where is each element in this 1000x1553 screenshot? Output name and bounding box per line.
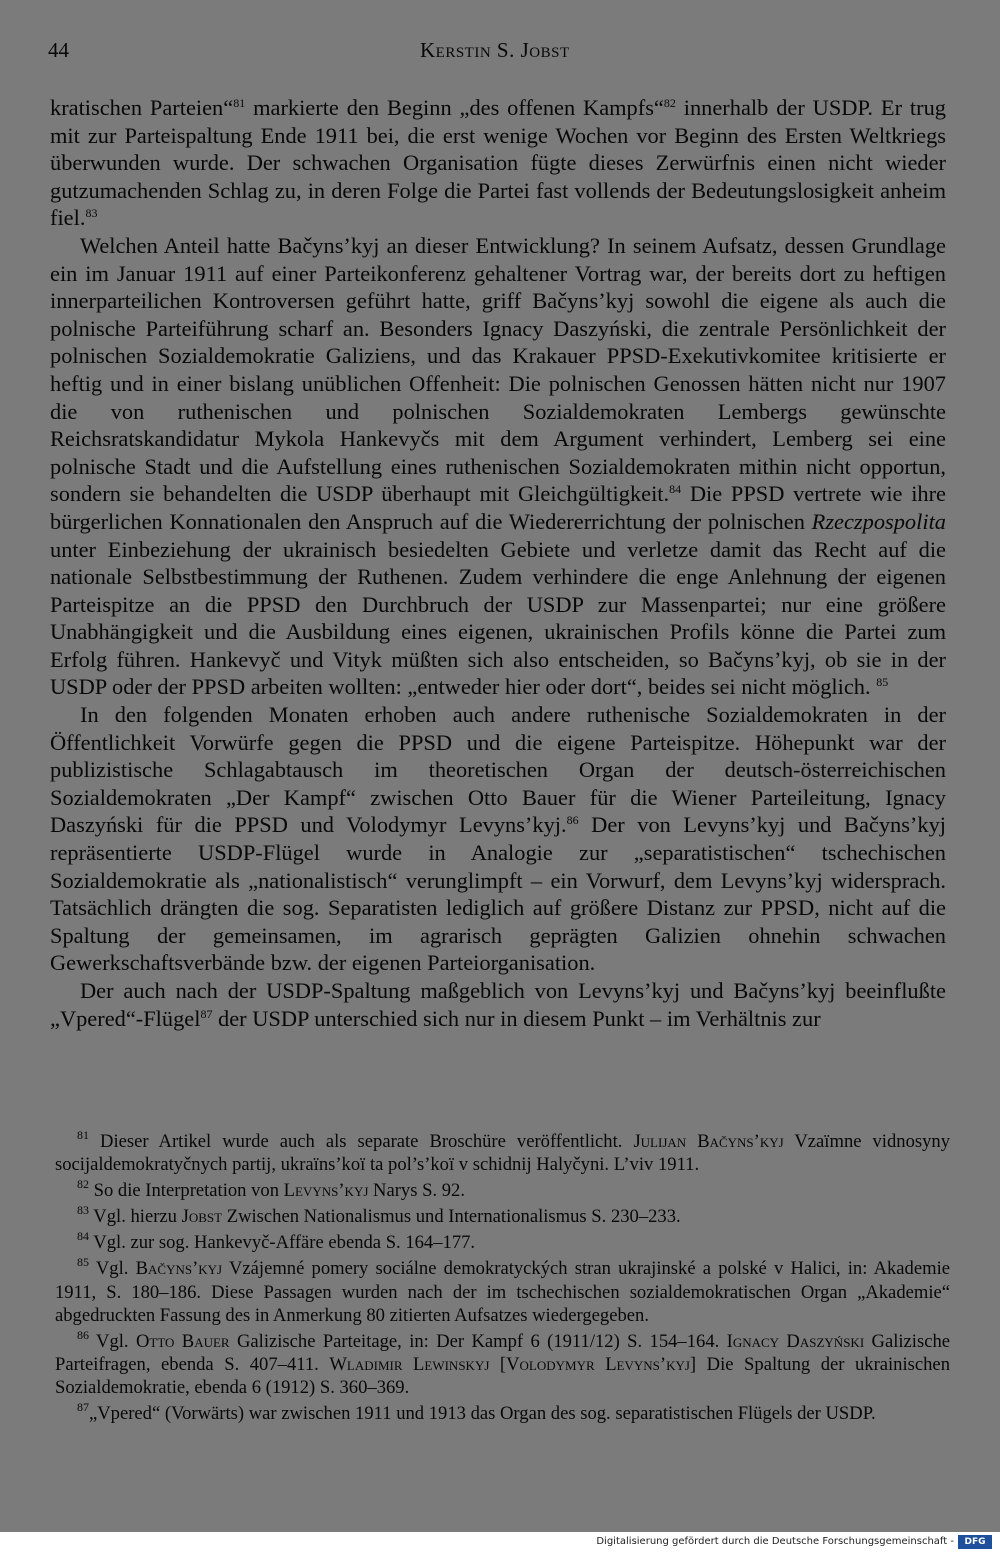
footnote-85: $^{85}$ Vgl. Bačyns’kyj Vzájemné pomery sociálne demokratyckých stran ukrajinské a polské v Halici, in: Akademie 1911, S. 180–186. Diese Passagen wurden nach der im tschechischen sozialdemokratischen Organ „Akademie“ abgedruckten Fassung des in Anmerkung 80 zitierten Aufsatzes wiedergegeben. <box>55 1255 950 1326</box>
paragraph-1: kratischen Parteien“$^{81}$ markierte den Beginn „des offenen Kampfs“$^{82}$ innerhalb der USDP. Er trug mit zur Parteispaltung Ende 1911 bei, die erst wenige Wochen vor Beginn des Ersten Weltkriegs überwunden wurde. Der schwachen Organisation fügte dieses Zerwürfnis einen nicht wieder gutzumachenden Schlag zu, in deren Folge die Partei fast vollends der Bedeutungslosigkeit anheim fiel.$^{83}$ <box>50 95 946 231</box>
footnote-ref-81[interactable]: 81 <box>233 96 246 110</box>
italic-term: Rzeczpospolita <box>811 508 946 534</box>
paragraph-3: In den folgenden Monaten erhoben auch andere ruthenische Sozialdemokraten in der Öffentlichkeit Vorwürfe gegen die PPSD und die eigene Parteispitze. Höhepunkt war der publizistische Schlagabtausch im theoretischen Organ der deutsch-österreichischen Sozialdemokraten „Der Kampf“ zwischen Otto Bauer für die Wiener Parteileitung, Ignacy Daszyński für die PPSD und Volodymyr Levyns’kyj.$^{86}$ Der von Levyns’kyj und Bačyns’kyj repräsentierte USDP-Flügel wurde in Analogie zur „separatistischen“ tschechischen Sozialdemokratie als „nationalistisch“ verunglimpft – ein Vorwurf, dem Levyns’kyj widersprach. Tatsächlich drängten die sog. Separatisten lediglich auf größere Distanz zur PPSD, nicht auf die Spaltung der gemeinsamen, im agrarisch geprägten Galizien ohnehin schwachen Gewerkschaftsverbände bzw. der eigenen Parteiorganisation. <box>50 702 946 976</box>
footnote-ref-85[interactable]: 85 <box>876 675 889 690</box>
paragraph-4: Der auch nach der USDP-Spaltung maßgeblich von Levyns’kyj und Bačyns’kyj beeinflußte „Vpered“-Flügel$^{87}$ der USDP unterschied sich nur in diesem Punkt – im Verhältnis zur <box>50 978 946 1031</box>
funding-credit: Digitalisierung gefördert durch die Deutsche Forschungsgemeinschaft - <box>596 1536 954 1547</box>
footnote-82: $^{82}$ So die Interpretation von Levyns’kyj Narys S. 92. <box>77 1177 465 1202</box>
footnote-ref-82[interactable]: 82 <box>663 96 676 110</box>
footnotes <box>55 1130 950 1428</box>
running-head: Kerstin S. Jobst <box>420 38 570 62</box>
footnote-81: $^{81}$ Dieser Artikel wurde auch als separate Broschüre veröffentlicht. Julijan Bačyns’kyj Vzaïmne vidnosyny socijaldemokratyčnych partij, ukraïns’koï ta pol’s’koï v schidnij Halyčyni. L’viv 1911. <box>55 1128 950 1176</box>
footnote-ref-83[interactable]: 83 <box>85 206 98 221</box>
body-text <box>50 94 946 1032</box>
page-number: 44 <box>48 38 69 62</box>
footnote-86: $^{86}$ Vgl. Otto Bauer Galizische Parteitage, in: Der Kampf 6 (1911/12) S. 154–164. Ignacy Daszyński Galizische Parteifragen, ebenda S. 407–411. Wladimir Lewinskyj [Volodymyr Levyns’kyj] Die Spaltung der ukrainischen Sozialdemokratie, ebenda 6 (1912) S. 360–369. <box>55 1327 951 1398</box>
footnote-ref-86[interactable]: 86 <box>566 813 579 828</box>
footnote-83: $^{83}$ Vgl. hierzu Jobst Zwischen Nationalismus und Internationalismus S. 230–233. <box>77 1203 681 1228</box>
footnote-ref-87[interactable]: 87 <box>200 1006 213 1021</box>
footnote-ref-84[interactable]: 84 <box>669 482 682 497</box>
paragraph-2: Welchen Anteil hatte Bačyns’kyj an dieser Entwicklung? In seinem Aufsatz, dessen Grundlage ein im Januar 1911 auf einer Parteikonferenz gehaltener Vortrag war, der bereits dort zu heftigen innerparteilichen Kontroversen geführt hatte, griff Bačyns’kyj sowohl die eigene als auch die polnische Parteiführung scharf an. Besonders Ignacy Daszyński, die zentrale Persönlichkeit der polnischen Sozialdemokratie Galiziens, und das Krakauer PPSD-Exekutivkomitee kritisierte er heftig und in einer bislang unüblichen Offenheit: Die polnischen Genossen hätten nicht nur 1907 die von ruthenischen und polnischen Sozialdemokraten Lembergs gewünschte Reichsratskandidatur Mykola Hankevyčs mit dem Argument verhindert, Lemberg sei eine polnische Stadt und die Aufstellung eines ruthenischen Sozialdemokraten mithin nicht opportun, sondern sie behandelten die USDP überhaupt mit Gleichgültigkeit.$^{84}$ Die PPSD vertrete wie ihre bürgerlichen Konnationalen den Anspruch auf die Wiedererrichtung der polnischen Rzeczpospolita unter Einbeziehung der ukrainisch besiedelten Gebiete und verletze damit das Recht auf die nationale Selbstbestimmung der Ruthenen. Zudem verhindere die enge Anlehnung der eigenen Parteispitze an die PPSD den Durchbruch der USDP zur Massenpartei; nur eine größere Unabhängigkeit und die Ausbildung eines eigenen, ukrainischen Profils könne die Partei zum Erfolg führen. Hankevyč und Vityk müßten sich also entscheiden, so Bačyns’kyj, ob sie in der USDP oder der PPSD arbeiten wollten: „entweder hier oder dort“, beides sei nicht möglich. $^{85}$ <box>50 232 946 700</box>
footnote-84: $^{84}$ Vgl. zur sog. Hankevyč-Affäre ebenda S. 164–177. <box>77 1229 476 1254</box>
digitization-footer <box>0 1532 1000 1553</box>
dfg-logo-icon: DFG <box>958 1535 992 1549</box>
footnote-87: $^{87}$„Vpered“ (Vorwärts) war zwischen 1911 und 1913 das Organ des sog. separatistischen Flügels der USDP. <box>77 1400 876 1425</box>
